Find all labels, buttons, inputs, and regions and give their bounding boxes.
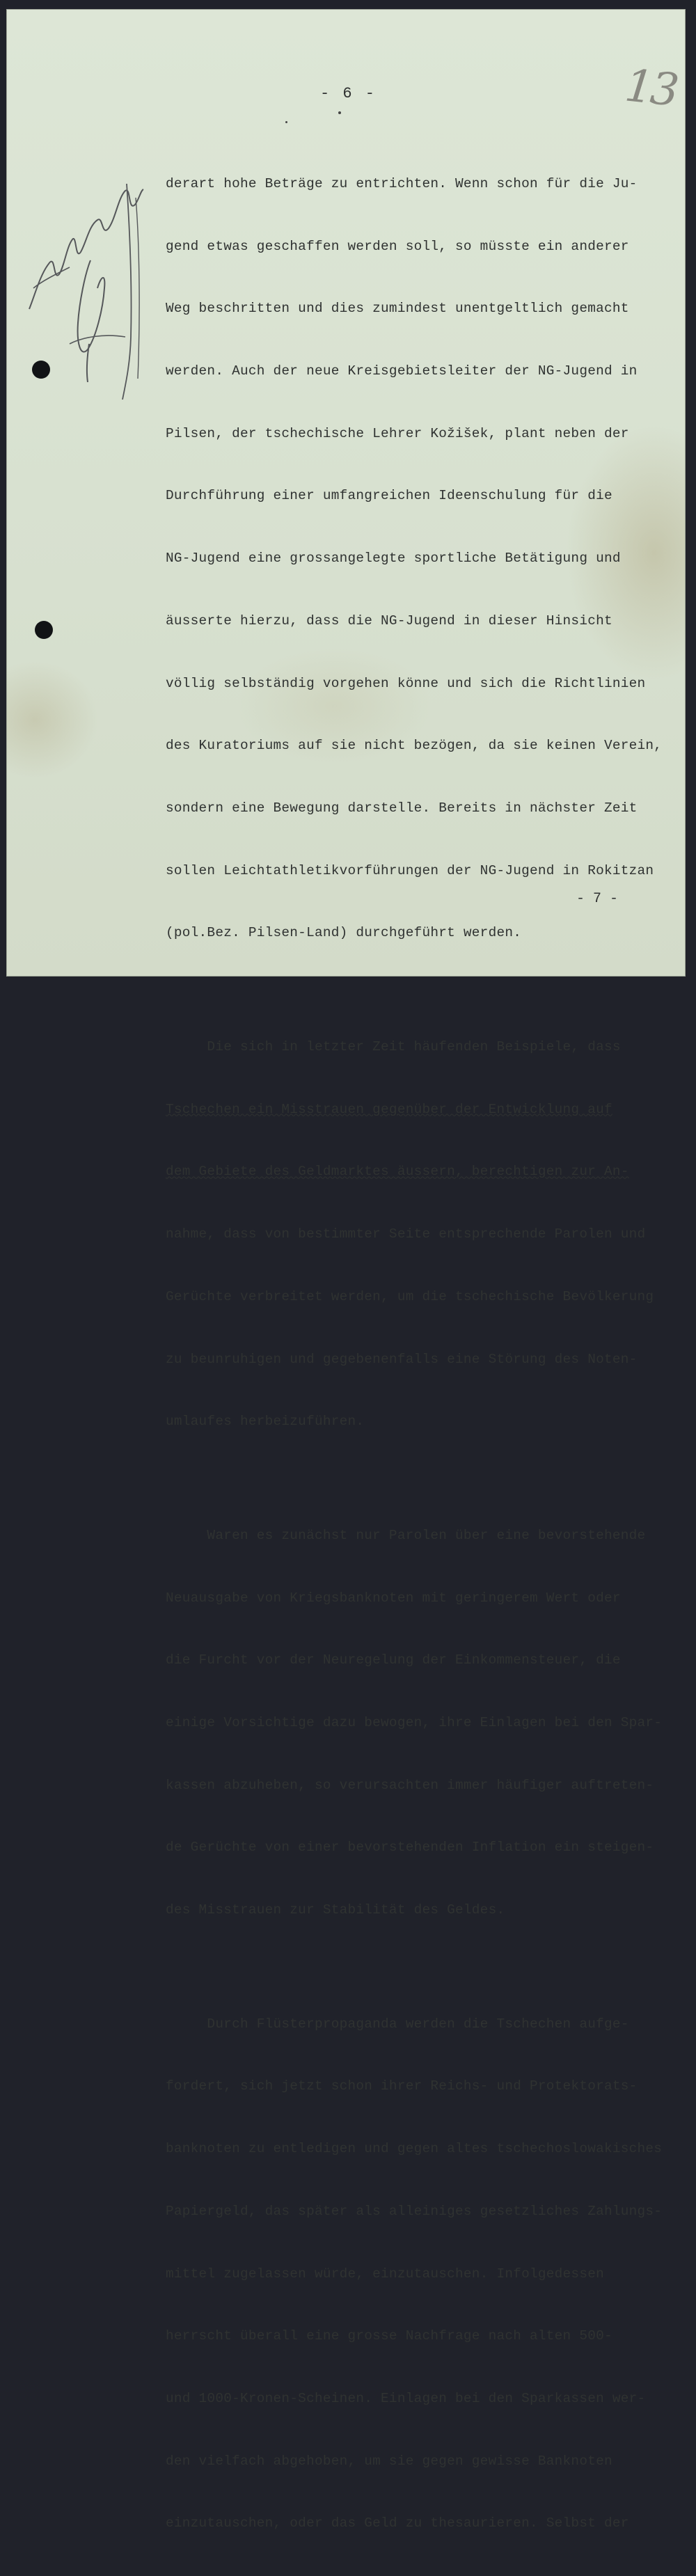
text-line: die Furcht vor der Neuregelung der Einkommensteuer, die: [166, 1652, 621, 1668]
text-line: kassen abzuheben, so verursachten immer häufiger auftreten-: [166, 1777, 654, 1793]
text-line: Weg beschritten und dies zumindest unentgeltlich gemacht: [166, 301, 629, 317]
text-line: Waren es zunächst nur Parolen über eine bevorstehende: [166, 1527, 646, 1543]
text-line: nahme, dass von bestimmter Seite entsprechende Parolen und: [166, 1226, 646, 1242]
text-line: fordert, sich jetzt schon ihrer Reichs- und Protektorats-: [166, 2078, 638, 2094]
text-line: derart hohe Beträge zu entrichten. Wenn schon für die Ju-: [166, 175, 638, 191]
text-line: einzutauschen, oder das Geld zu thesaurieren. Selbst der: [166, 2515, 629, 2531]
text-line: sollen Leichtathletikvorführungen der NG-Jugend in Rokitzan: [166, 862, 654, 878]
text-line: einige Vorsichtige dazu bewogen, ihre Einlagen bei den Spar-: [166, 1714, 663, 1730]
text-line: (pol.Bez. Pilsen-Land) durchgeführt werden.: [166, 925, 522, 941]
text-line: de Gerüchte von einer bevorstehenden Inflation ein steigen-: [166, 1840, 654, 1856]
text-line: des Misstrauen zur Stabilität des Geldes.: [166, 1902, 505, 1918]
paragraph-2: [166, 995, 674, 1474]
text-line: banknoten zu entledigen und gegen altes tschechoslowakisches: [166, 2141, 663, 2157]
text-line: Papiergeld, das später als alleiniges gesetzliches Zahlungs-: [166, 2203, 663, 2219]
page-number: - 6 -: [320, 85, 377, 102]
ink-speck: [338, 111, 341, 114]
text-line: den vielfach abgehoben, um sie gegen gewisse Banknoten: [166, 2453, 612, 2469]
text-line: zu beunruhigen und gegebenenfalls eine Störung des Noten-: [166, 1351, 638, 1367]
text-line: äusserte hierzu, dass die NG-Jugend in dieser Hinsicht: [166, 613, 612, 629]
text-line: Pilsen, der tschechische Lehrer Kožišek, plant neben der: [166, 425, 629, 441]
punch-hole-icon: [35, 621, 53, 639]
paragraph-4: [166, 1973, 674, 2576]
text-line: gend etwas geschaffen werden soll, so müsste ein anderer: [166, 238, 629, 254]
text-line: und 1000-Kronen-Scheinen. Einlagen bei den Sparkassen wer-: [166, 2390, 646, 2406]
body-text: [166, 132, 674, 2576]
text-line: Gerüchte verbreitet werden, um die tschechische Bevölkerung: [166, 1288, 654, 1304]
text-line: Durchführung einer umfangreichen Ideenschulung für die: [166, 488, 612, 504]
next-page-reference: - 7 -: [576, 891, 619, 907]
archive-folio-number: 13: [622, 60, 679, 117]
text-line: Neuausgabe von Kriegsbanknoten mit geringerem Wert oder: [166, 1590, 621, 1606]
text-line-underlined: dem Gebiete des Geldmarktes äussern, berechtigen zur An-: [166, 1164, 629, 1180]
text-line-underlined: Tschechen ein Misstrauen gegenüber der Entwicklung auf: [166, 1101, 612, 1117]
paragraph-3: [166, 1484, 674, 1963]
ink-speck: [285, 121, 287, 123]
text-line: Die sich in letzter Zeit häufenden Beispiele, dass: [166, 1038, 621, 1054]
text-line: des Kuratoriums auf sie nicht bezögen, da sie keinen Verein,: [166, 738, 663, 754]
text-line: herrscht überall eine grosse Nachfrage nach alten 500-: [166, 2328, 612, 2344]
text-line: umlaufes herbeizuführen.: [166, 1414, 365, 1430]
punch-hole-icon: [32, 361, 50, 379]
text-line: mittel zugelassen würde, einzutauschen. Infolgedessen: [166, 2266, 604, 2282]
text-line: sondern eine Bewegung darstelle. Bereits in nächster Zeit: [166, 800, 638, 816]
text-line: völlig selbständig vorgehen könne und sich die Richtlinien: [166, 675, 646, 691]
text-line: NG-Jugend eine grossangelegte sportliche Betätigung und: [166, 551, 621, 567]
paragraph-1: [166, 132, 674, 986]
text-line: Durch Flüsterpropaganda werden die Tschechen aufge-: [166, 2016, 629, 2032]
text-line: werden. Auch der neue Kreisgebietsleiter der NG-Jugend in: [166, 363, 638, 379]
document-page: [7, 10, 685, 2531]
